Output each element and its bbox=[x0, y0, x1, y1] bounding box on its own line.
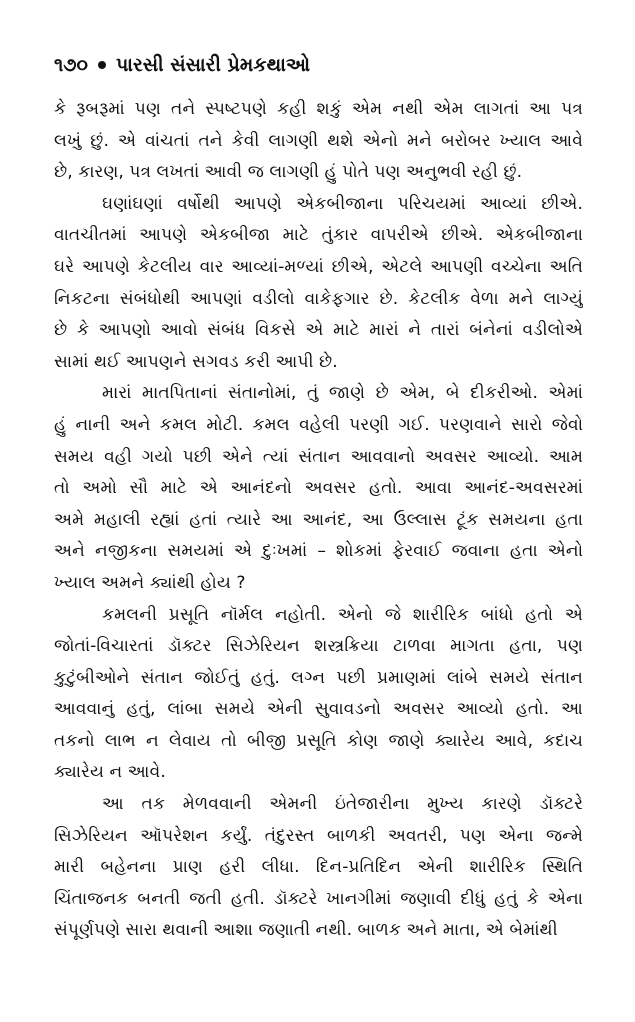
text-line: વાતચીતમાં આપણે એકબીજા માટે તુંકાર વાપરીએ છીએ. એકબીજાના bbox=[54, 225, 583, 246]
page-number: ૧૭૦ bbox=[54, 54, 88, 76]
text-line: તો અમો સૌ માટે એ આનંદનો અવસર હતો. આવા આનંદ-અવસરમાં bbox=[54, 478, 583, 499]
text-line: સામાં થઈ આપણને સગવડ કરી આપી છે. bbox=[54, 351, 338, 372]
text-line: ચિંતાજનક બનતી જતી હતી. ડૉક્ટરે ખાનગીમાં જણાવી દીધું હતું કે એના bbox=[54, 888, 583, 909]
text-line: ખ્યાલ અમને ક્યાંથી હોય ? bbox=[54, 572, 246, 593]
book-title: પારસી સંસારી પ્રેમકથાઓ bbox=[115, 54, 311, 76]
text-line: આ તક મેળવવાની એમની ઇંતેજારીના મુખ્ય કારણે ડૉક્ટરે bbox=[102, 794, 583, 815]
text-line: ઘણાંઘણાં વર્ષોથી આપણે એકબીજાના પરિચયમાં આવ્યાં છીએ. bbox=[102, 193, 583, 214]
text-line: કે રૂબરૂમાં પણ તને સ્પષ્ટપણે કહી શકું એમ નથી એમ લાગતાં આ પત્ર bbox=[54, 99, 583, 119]
text-line: કમલની પ્રસૂતિ નૉર્મલ નહોતી. એનો જે શારીરિક બાંધો હતો એ bbox=[102, 604, 583, 625]
paragraph bbox=[54, 94, 583, 189]
text-line: કુટુંબીઓને સંતાન જોઈતું હતું. લગ્ન પછી પ્રમાણમાં લાંબે સમયે સંતાન bbox=[54, 667, 583, 688]
text-line: છે, કારણ, પત્ર લખતાં આવી જ લાગણી હું પોતે પણ અનુભવી રહી છું. bbox=[54, 162, 523, 183]
text-line: મારાં માતપિતાનાં સંતાનોમાં, તું જાણે છે એમ, બે દીકરીઓ. એમાં bbox=[102, 383, 583, 404]
paragraph bbox=[54, 189, 583, 379]
text-line: ક્યારેય ન આવે. bbox=[54, 762, 166, 783]
text-line: આવવાનું હતું, લાંબા સમયે એની સુવાવડનો અવસર આવ્યો હતો. આ bbox=[54, 699, 583, 720]
text-line: સમય વહી ગયો પછી એને ત્યાં સંતાન આવવાનો અવસર આવ્યો. આમ bbox=[54, 446, 583, 467]
text-line: હું નાની અને કમલ મોટી. કમલ વહેલી પરણી ગઈ. પરણવાને સારો જેવો bbox=[54, 414, 583, 435]
paragraph bbox=[54, 789, 583, 947]
paragraph bbox=[54, 600, 583, 790]
body-text bbox=[54, 94, 583, 947]
text-line: જોતાં-વિચારતાં ડૉક્ટર સિઝેરિયન શસ્ત્રક્રિયા ટાળવા માગતા હતા, પણ bbox=[54, 636, 583, 657]
text-line: અને નજીકના સમયમાં એ દુઃખમાં – શોકમાં ફેરવાઈ જવાના હતા એનો bbox=[54, 541, 583, 562]
text-line: સિઝેરિયન ઑપરેશન કર્યું. તંદુરસ્ત બાળકી અવતરી, પણ એના જન્મે bbox=[54, 825, 583, 846]
text-line: તકનો લાભ ન લેવાય તો બીજી પ્રસૂતિ કોણ જાણે ક્યારેય આવે, કદાચ bbox=[54, 730, 583, 751]
text-line: છે કે આપણો આવો સંબંધ વિકસે એ માટે મારાં ને તારાં બંનેનાં વડીલોએ bbox=[54, 320, 583, 341]
text-line: મારી બહેનના પ્રાણ હરી લીધા. દિન-પ્રતિદિન એની શારીરિક સ્થિતિ bbox=[54, 857, 583, 878]
paragraph bbox=[54, 378, 583, 599]
text-line: લખું છું. એ વાંચતાં તને કેવી લાગણી થશે એનો મને બરોબર ખ્યાલ આવે bbox=[54, 130, 583, 151]
text-line: ઘરે આપણે કેટલીય વાર આવ્યાં-મળ્યાં છીએ, એટલે આપણી વચ્ચેના અતિ bbox=[54, 256, 583, 277]
text-line: નિકટના સંબંધોથી આપણાં વડીલો વાકેફગાર છે. કેટલીક વેળા મને લાગ્યું bbox=[54, 288, 583, 309]
running-header bbox=[54, 48, 583, 82]
text-line: અમે મહાલી રહ્યાં હતાં ત્યારે આ આનંદ, આ ઉલ્લાસ ટૂંક સમયના હતા bbox=[54, 509, 583, 530]
text-line: સંપૂર્ણપણે સારા થવાની આશા જણાતી નથી. બાળક અને માતા, એ બેમાંથી bbox=[54, 920, 558, 941]
bullet-separator bbox=[98, 61, 106, 69]
